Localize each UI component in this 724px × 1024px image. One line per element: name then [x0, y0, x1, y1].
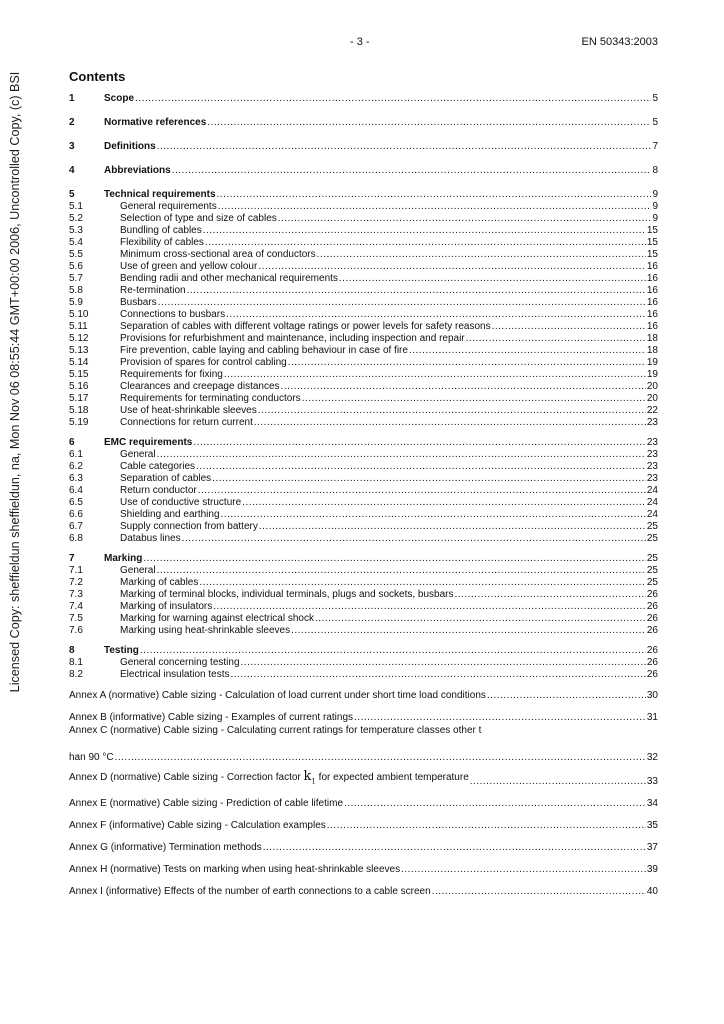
toc-entry[interactable] [69, 225, 658, 237]
toc-entry[interactable] [69, 461, 658, 473]
dot-leader [205, 237, 646, 249]
toc-entry[interactable] [69, 237, 658, 249]
toc-entry-page: 9 [652, 213, 658, 224]
toc-entry-label: Marking using heat-shrinkable sleeves [120, 625, 291, 636]
toc-entry-label: Busbars [120, 297, 157, 308]
toc-entry-label: General [120, 449, 156, 460]
dot-leader [213, 601, 646, 613]
toc-entry-page: 20 [646, 393, 658, 404]
annex-entry-label: Annex G (informative) Termination methods [69, 842, 262, 853]
dot-leader [466, 333, 646, 345]
toc-entry[interactable] [69, 509, 658, 521]
toc-entry-page: 9 [652, 201, 658, 212]
toc-entry-number: 4 [69, 165, 75, 176]
toc-entry-page: 26 [646, 645, 658, 656]
toc-entry[interactable] [69, 565, 658, 577]
dot-leader [193, 437, 646, 449]
toc-entry-page: 16 [646, 285, 658, 296]
toc-entry-number: 8.2 [69, 669, 83, 680]
toc-entry-label: Requirements for terminating conductors [120, 393, 301, 404]
toc-entry[interactable] [69, 141, 658, 153]
toc-entry-page: 19 [646, 369, 658, 380]
toc-entry-number: 5.19 [69, 417, 89, 428]
toc-entry[interactable] [69, 249, 658, 261]
dot-leader [182, 533, 646, 545]
toc-entry-page: 25 [646, 565, 658, 576]
dot-leader [242, 497, 646, 509]
toc-entry-number: 5.4 [69, 237, 83, 248]
toc-entry-label: Clearances and creepage distances [120, 381, 280, 392]
toc-entry-number: 5.12 [69, 333, 89, 344]
dot-leader [158, 297, 646, 309]
toc-entry-number: 6.7 [69, 521, 83, 532]
toc-entry-number: 6.5 [69, 497, 83, 508]
toc-entry-page: 18 [646, 345, 658, 356]
dot-leader [135, 93, 651, 105]
license-watermark [4, 0, 26, 1024]
dot-leader [157, 141, 652, 153]
toc-entry-label: Use of heat-shrinkable sleeves [120, 405, 257, 416]
toc-entry-number: 7.2 [69, 577, 83, 588]
toc-entry-label: Provision of spares for control cabling [120, 357, 287, 368]
toc-entry-page: 16 [646, 309, 658, 320]
toc-entry-label: Abbreviations [104, 165, 171, 176]
dot-leader [455, 589, 646, 601]
toc-entry-page: 26 [646, 669, 658, 680]
annex-entry-label: Annex E (normative) Cable sizing - Prediction of cable lifetime [69, 798, 344, 809]
toc-entry-label: Databus lines [120, 533, 181, 544]
toc-entry-label: Definitions [104, 141, 156, 152]
toc-entry-page: 23 [646, 461, 658, 472]
dot-leader [217, 189, 652, 201]
toc-entry-label: Bundling of cables [120, 225, 202, 236]
toc-entry-label: Selection of type and size of cables [120, 213, 277, 224]
annex-entry-page: 30 [646, 690, 658, 701]
toc-entry[interactable] [69, 449, 658, 461]
toc-entry-label: Provisions for refurbishment and maintenance, including inspection and repair [120, 333, 465, 344]
license-watermark-text: Licensed Copy: sheffieldun sheffieldun, na, Mon Nov 06 08:55:44 GMT+00:00 2006, Uncontrolled Copy, (c) BSI [8, 71, 22, 693]
dot-leader [199, 577, 646, 589]
toc-entry[interactable] [69, 625, 658, 637]
toc-entry-number: 8.1 [69, 657, 83, 668]
dot-leader [221, 509, 646, 521]
toc-entry-number: 5.14 [69, 357, 89, 368]
toc-entry-page: 23 [646, 449, 658, 460]
toc-entry[interactable] [69, 345, 658, 357]
toc-entry-page: 16 [646, 297, 658, 308]
toc-entry-label: Marking [104, 553, 143, 564]
dot-leader [487, 690, 646, 702]
toc-entry-page: 26 [646, 613, 658, 624]
toc-entry-number: 6.1 [69, 449, 83, 460]
annex-entry-page: 34 [646, 798, 658, 809]
toc-entry-label: Fire prevention, cable laying and cabling behaviour in case of fire [120, 345, 408, 356]
annex-entry-page: 37 [646, 842, 658, 853]
toc-entry-number: 2 [69, 117, 75, 128]
toc-entry-page: 24 [646, 485, 658, 496]
dot-leader [218, 201, 652, 213]
toc-entry-number: 7.6 [69, 625, 83, 636]
dot-leader [344, 798, 646, 810]
toc-entry-label: Minimum cross-sectional area of conductors [120, 249, 316, 260]
toc-entry-number: 6.3 [69, 473, 83, 484]
annex-entry-label: Annex D (normative) Cable sizing - Correction factor $k_1$ for expected ambient temperature [69, 769, 469, 786]
dot-leader [157, 449, 646, 461]
dot-leader [354, 712, 646, 724]
toc-entry-page: 23 [646, 437, 658, 448]
toc-entry-number: 5.9 [69, 297, 83, 308]
dot-leader [198, 485, 646, 497]
toc-entry-page: 7 [652, 141, 658, 152]
toc-entry-number: 5.5 [69, 249, 83, 260]
annex-entry[interactable] [69, 769, 658, 788]
toc-entry[interactable] [69, 577, 658, 589]
annex-entry[interactable] [69, 712, 658, 724]
toc-entry[interactable] [69, 201, 658, 213]
dot-leader [241, 657, 646, 669]
toc-entry-label: Electrical insulation tests [120, 669, 230, 680]
toc-entry-page: 18 [646, 333, 658, 344]
toc-entry-page: 26 [646, 657, 658, 668]
toc-entry-label: General requirements [120, 201, 217, 212]
annex-entry-label-line2: han 90 °C [69, 752, 114, 763]
toc-entry[interactable] [69, 309, 658, 321]
toc-entry[interactable] [69, 613, 658, 625]
toc-entry-label: Re-termination [120, 285, 186, 296]
toc-entry-page: 25 [646, 533, 658, 544]
annex-entry-label: Annex A (normative) Cable sizing - Calculation of load current under short time load conditions [69, 690, 486, 701]
toc-entry-number: 5.2 [69, 213, 83, 224]
toc-entry-label: Bending radii and other mechanical requirements [120, 273, 338, 284]
toc-entry-page: 26 [646, 589, 658, 600]
toc-entry[interactable] [69, 589, 658, 601]
dot-leader [196, 461, 646, 473]
toc-entry[interactable] [69, 213, 658, 225]
annex-entry-page: 33 [646, 776, 658, 787]
toc-entry[interactable] [69, 601, 658, 613]
dot-leader [315, 613, 646, 625]
toc-entry-label: Supply connection from battery [120, 521, 258, 532]
dot-leader [281, 381, 646, 393]
toc-entry-page: 24 [646, 497, 658, 508]
annex-entry[interactable] [69, 798, 658, 810]
dot-leader [470, 776, 646, 788]
dot-leader [339, 273, 646, 285]
annex-entry-page: 39 [646, 864, 658, 875]
annex-entry-page: 40 [646, 886, 658, 897]
dot-leader [224, 369, 646, 381]
toc-entry-number: 5.1 [69, 201, 83, 212]
toc-entry-number: 5.10 [69, 309, 89, 320]
toc-entry[interactable] [69, 189, 658, 201]
toc-entry-number: 5 [69, 189, 75, 200]
toc-entry-page: 23 [646, 417, 658, 428]
dot-leader [263, 842, 646, 854]
annex-entry[interactable] [69, 725, 658, 764]
toc-entry[interactable] [69, 381, 658, 393]
annex-entry-label: Annex B (informative) Cable sizing - Examples of current ratings [69, 712, 354, 723]
dot-leader [254, 417, 646, 429]
toc-entry-label: Cable categories [120, 461, 196, 472]
toc-entry-page: 16 [646, 273, 658, 284]
toc-entry-page: 5 [652, 93, 658, 104]
dot-leader [278, 213, 652, 225]
toc-entry-label: General [120, 565, 156, 576]
toc-entry-page: 15 [646, 237, 658, 248]
toc-entry-label: Separation of cables with different voltage ratings or power levels for safety reasons [120, 321, 491, 332]
annex-entry[interactable] [69, 886, 658, 898]
toc-entry[interactable] [69, 669, 658, 681]
toc-entry-page: 8 [652, 165, 658, 176]
annex-entry[interactable] [69, 842, 658, 854]
dot-leader [143, 553, 646, 565]
toc-entry-number: 6.6 [69, 509, 83, 520]
toc-entry-number: 5.17 [69, 393, 89, 404]
toc-entry-page: 15 [646, 225, 658, 236]
annex-entry-page: 35 [646, 820, 658, 831]
dot-leader [401, 864, 646, 876]
toc-entry-number: 7 [69, 553, 75, 564]
dot-leader [327, 820, 646, 832]
toc-entry[interactable] [69, 369, 658, 381]
toc-entry[interactable] [69, 297, 658, 309]
dot-leader [207, 117, 651, 129]
annex-entry[interactable] [69, 864, 658, 876]
k1-symbol: $k_1$ [303, 769, 316, 786]
toc-entry-number: 5.11 [69, 321, 88, 332]
toc-entry-label: Scope [104, 93, 135, 104]
toc-entry-page: 19 [646, 357, 658, 368]
toc-entry-number: 5.8 [69, 285, 83, 296]
dot-leader [259, 521, 646, 533]
table-of-contents [69, 93, 658, 898]
annex-entry-page: 32 [646, 752, 658, 763]
toc-entry[interactable] [69, 417, 658, 429]
toc-entry-label: Marking of terminal blocks, individual terminals, plugs and sockets, busbars [120, 589, 454, 600]
contents-title: Contents [69, 69, 126, 84]
toc-entry-page: 23 [646, 473, 658, 484]
dot-leader [492, 321, 646, 333]
dot-leader [432, 886, 646, 898]
toc-entry[interactable] [69, 117, 658, 129]
toc-entry[interactable] [69, 485, 658, 497]
toc-entry-label: Separation of cables [120, 473, 212, 484]
dot-leader [317, 249, 646, 261]
toc-entry-page: 5 [652, 117, 658, 128]
toc-entry-number: 7.4 [69, 601, 83, 612]
toc-entry-number: 5.13 [69, 345, 89, 356]
dot-leader [203, 225, 646, 237]
annex-entry[interactable] [69, 820, 658, 832]
toc-entry-number: 7.5 [69, 613, 83, 624]
annex-entry-page: 31 [646, 712, 658, 723]
toc-entry-label: Return conductor [120, 485, 197, 496]
toc-entry[interactable] [69, 657, 658, 669]
dot-leader [226, 309, 646, 321]
dot-leader [258, 261, 646, 273]
toc-entry-number: 1 [69, 93, 75, 104]
toc-entry[interactable] [69, 261, 658, 273]
annex-entry-label: Annex I (informative) Effects of the number of earth connections to a cable screen [69, 886, 431, 897]
toc-entry-label: Flexibility of cables [120, 237, 204, 248]
toc-entry-page: 9 [652, 189, 658, 200]
toc-entry-number: 5.15 [69, 369, 89, 380]
toc-entry[interactable] [69, 93, 658, 105]
toc-entry-number: 5.6 [69, 261, 83, 272]
toc-entry-number: 5.7 [69, 273, 83, 284]
toc-entry[interactable] [69, 437, 658, 449]
toc-entry-page: 22 [646, 405, 658, 416]
toc-entry-page: 16 [646, 261, 658, 272]
page-number: - 3 - [350, 36, 370, 48]
toc-entry-label: Shielding and earthing [120, 509, 220, 520]
toc-entry[interactable] [69, 273, 658, 285]
toc-entry-number: 5.3 [69, 225, 83, 236]
dot-leader [302, 393, 646, 405]
toc-entry-number: 6.2 [69, 461, 83, 472]
toc-entry-page: 20 [646, 381, 658, 392]
annex-entry-label: Annex F (informative) Cable sizing - Calculation examples [69, 820, 326, 831]
toc-entry-label: Use of green and yellow colour [120, 261, 258, 272]
toc-entry-label: Technical requirements [104, 189, 216, 200]
toc-entry[interactable] [69, 333, 658, 345]
toc-entry-page: 25 [646, 577, 658, 588]
toc-entry[interactable] [69, 553, 658, 565]
dot-leader [231, 669, 646, 681]
dot-leader [140, 645, 646, 657]
toc-entry[interactable] [69, 405, 658, 417]
toc-entry-number: 7.3 [69, 589, 83, 600]
toc-entry[interactable] [69, 321, 658, 333]
toc-entry[interactable] [69, 393, 658, 405]
standard-number: EN 50343:2003 [581, 36, 658, 48]
toc-entry-label: Testing [104, 645, 139, 656]
dot-leader [258, 405, 646, 417]
toc-entry-label: Use of conductive structure [120, 497, 242, 508]
toc-entry-number: 6.8 [69, 533, 83, 544]
toc-entry-number: 8 [69, 645, 75, 656]
toc-entry-label: Marking of cables [120, 577, 199, 588]
dot-leader [291, 625, 646, 637]
toc-entry-page: 25 [646, 521, 658, 532]
toc-entry-page: 26 [646, 625, 658, 636]
toc-entry-number: 5.16 [69, 381, 89, 392]
toc-entry[interactable] [69, 165, 658, 177]
toc-entry-page: 15 [646, 249, 658, 260]
toc-entry-number: 6.4 [69, 485, 83, 496]
toc-entry-label: Marking for warning against electrical shock [120, 613, 314, 624]
dot-leader [187, 285, 646, 297]
toc-entry-page: 16 [646, 321, 658, 332]
toc-entry-label: Connections to busbars [120, 309, 226, 320]
toc-entry-number: 5.18 [69, 405, 89, 416]
toc-entry-number: 6 [69, 437, 75, 448]
annex-entry-label-line1: Annex C (normative) Cable sizing - Calculating current ratings for temperature classes other t [69, 725, 482, 736]
toc-entry-number: 3 [69, 141, 75, 152]
toc-entry-page: 24 [646, 509, 658, 520]
toc-entry[interactable] [69, 285, 658, 297]
dot-leader [157, 565, 646, 577]
dot-leader [115, 752, 646, 764]
toc-entry[interactable] [69, 521, 658, 533]
dot-leader [212, 473, 646, 485]
annex-entry[interactable] [69, 690, 658, 702]
toc-entry[interactable] [69, 533, 658, 545]
toc-entry-label: General concerning testing [120, 657, 240, 668]
toc-entry[interactable] [69, 473, 658, 485]
toc-entry-label: Normative references [104, 117, 207, 128]
toc-entry-label: Connections for return current [120, 417, 253, 428]
dot-leader [288, 357, 646, 369]
dot-leader [172, 165, 652, 177]
toc-entry-label: Marking of insulators [120, 601, 213, 612]
toc-entry-number: 7.1 [69, 565, 83, 576]
toc-entry[interactable] [69, 645, 658, 657]
toc-entry[interactable] [69, 357, 658, 369]
toc-entry[interactable] [69, 497, 658, 509]
toc-entry-page: 25 [646, 553, 658, 564]
dot-leader [409, 345, 646, 357]
annex-entry-label: Annex H (normative) Tests on marking when using heat-shrinkable sleeves [69, 864, 401, 875]
toc-entry-label: Requirements for fixing [120, 369, 223, 380]
toc-entry-page: 26 [646, 601, 658, 612]
toc-entry-label: EMC requirements [104, 437, 193, 448]
